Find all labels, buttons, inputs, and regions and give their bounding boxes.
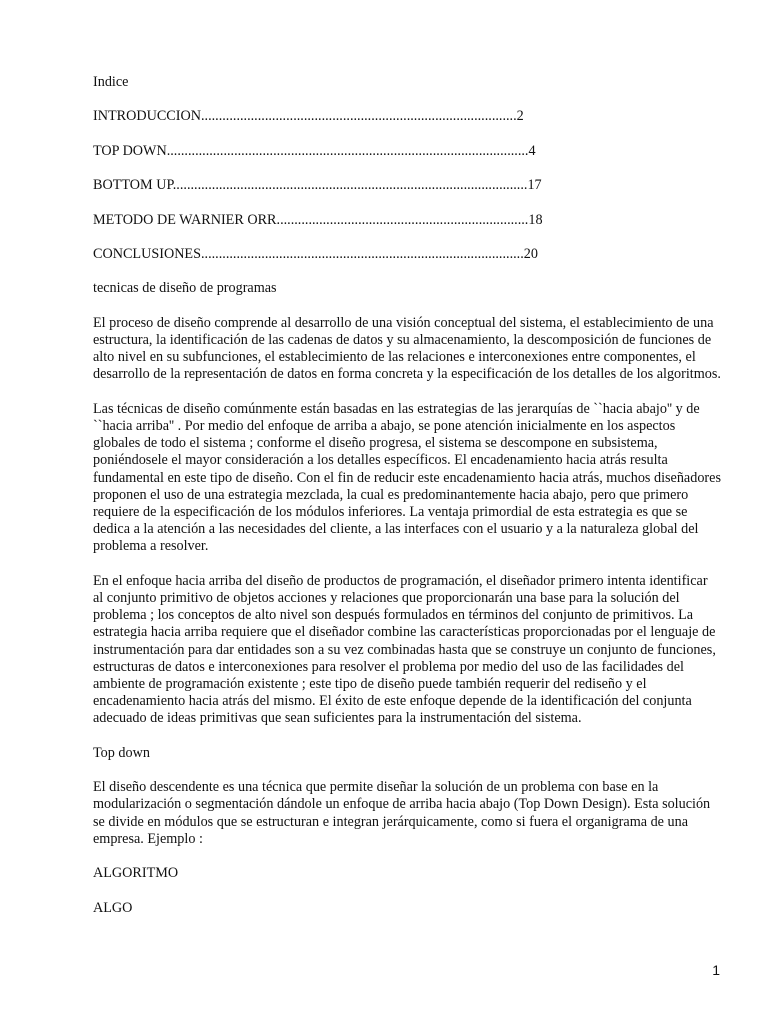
paragraph-line: El proceso de diseño comprende al desarrollo de una visión conceptual del sistema, el establecimiento de una xyxy=(93,314,714,331)
paragraph-line: El diseño descendente es una técnica que permite diseñar la solución de un problema con base en la xyxy=(93,779,659,796)
paragraph-line: se divide en módulos que se estructuran e integran jerárquicamente, como si fuera el organigrama de una xyxy=(93,813,688,830)
paragraph-line: empresa. Ejemplo : xyxy=(93,830,203,847)
paragraph-line: estructura, la identificación de las cadenas de datos y su almacenamiento, la descomposición de funciones de xyxy=(93,331,712,348)
paragraph-line: problema a resolver. xyxy=(93,538,209,555)
paragraph-line: estructuras de datos e interconexiones para resolver el problema por medio del uso de las facilidades del xyxy=(93,658,684,675)
paragraph-line: problema ; los conceptos de alto nivel son después formulados en términos del conjunto de primitivos. La xyxy=(93,607,694,624)
paragraph-line: globales de todo el sistema ; conforme el diseño progresa, el sistema se descompone en subsistema, xyxy=(93,435,658,452)
paragraph-line: encadenamiento hacia atrás del mismo. El éxito de este enfoque depende de la identificación del conjunta xyxy=(93,693,692,710)
paragraph-line: estrategia hacia arriba requiere que el diseñador combine las características proporcionadas por el lenguaje de xyxy=(93,624,716,641)
document-page xyxy=(93,74,723,934)
paragraph-3 xyxy=(93,573,723,728)
subheading-top-down: Top down xyxy=(93,744,150,761)
paragraph-line: modularización o segmentación dándole un enfoque de arriba hacia abajo (Top Down Design). Esta solución xyxy=(93,796,711,813)
page-number: 1 xyxy=(712,962,720,978)
toc-entry-warnier-orr: METODO DE WARNIER ORR.......................................................................18 xyxy=(93,211,543,228)
example-line-algo: ALGO xyxy=(93,899,133,916)
toc-entry-introduccion: INTRODUCCION.........................................................................................2 xyxy=(93,108,524,125)
paragraph-line: instrumentación para dar entidades son a su vez combinadas hasta que se construye un conjunto de funciones, xyxy=(93,641,716,658)
toc-entry-bottom-up: BOTTOM UP....................................................................................................17 xyxy=(93,177,542,194)
paragraph-line: adecuado de ideas primitivas que sean suficientes para la instrumentación del sistema. xyxy=(93,710,582,727)
paragraph-line: proponen el uso de una estrategia mezclada, la cual es predominantemente hacia abajo, pero que primero xyxy=(93,486,689,503)
index-title: Indice xyxy=(93,74,129,90)
paragraph-line: fundamental en este tipo de diseño. Con el fin de reducir este encadenamiento hacia atrás, muchos diseñadores xyxy=(93,469,721,486)
paragraph-2 xyxy=(93,401,723,556)
toc-entry-top-down: TOP DOWN......................................................................................................4 xyxy=(93,142,536,159)
paragraph-line: En el enfoque hacia arriba del diseño de productos de programación, el diseñador primero intenta identificar xyxy=(93,572,708,589)
paragraph-4 xyxy=(93,779,723,848)
section-title: tecnicas de diseño de programas xyxy=(93,280,277,297)
paragraph-line: ambiente de programación existente ; este tipo de diseño puede también requerir del rediseño y el xyxy=(93,675,647,692)
paragraph-line: al conjunto primitivo de objetos acciones y relaciones que proporcionarán una base para la solución del xyxy=(93,589,680,606)
paragraph-line: ``hacia arriba'' . Por medio del enfoque de arriba a abajo, se pone atención inicialmente en los aspectos xyxy=(93,417,676,434)
toc-entry-conclusiones: CONCLUSIONES...........................................................................................20 xyxy=(93,245,538,262)
paragraph-line: dedica a la atención a las necesidades del cliente, a las interfaces con el usuario y a la naturaleza global del xyxy=(93,521,699,538)
paragraph-line: alto nivel en su subfunciones, el establecimiento de las relaciones e interconexiones entre componentes, el xyxy=(93,349,696,366)
paragraph-line: Las técnicas de diseño comúnmente están basadas en las estrategias de las jerarquías de ``hacia abajo'' y de xyxy=(93,400,700,417)
paragraph-line: poniéndosele el mayor consideración a los detalles específicos. El encadenamiento hacia atrás resulta xyxy=(93,452,668,469)
paragraph-line: requiere de la especificación de los módulos inferiores. La ventaja primordial de esta estrategia es que se xyxy=(93,503,688,520)
example-line-algoritmo: ALGORITMO xyxy=(93,865,179,882)
paragraph-line: desarrollo de la representación de datos en forma concreta y la especificación de los detalles de los algoritmos. xyxy=(93,366,721,383)
table-of-contents xyxy=(93,108,723,263)
paragraph-1 xyxy=(93,315,723,384)
